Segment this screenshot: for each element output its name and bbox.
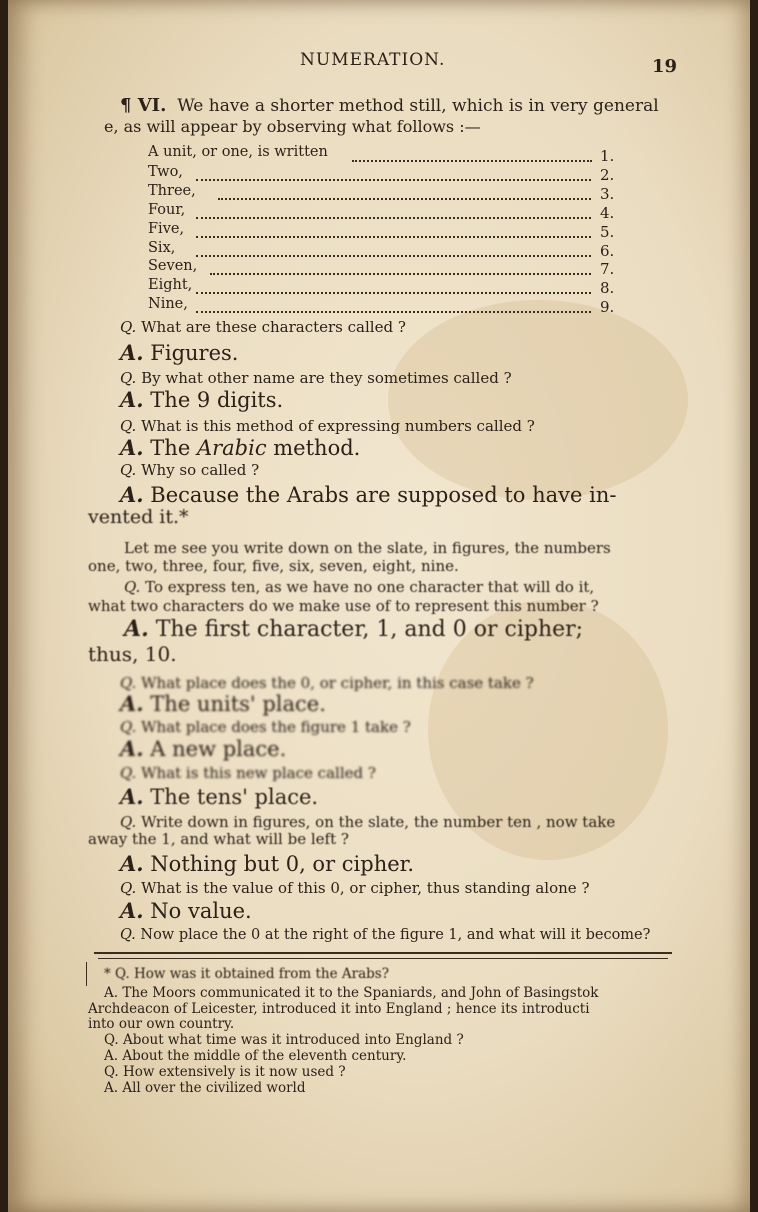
question: Q. What place does the 0, or cipher, in this case take ? (120, 674, 534, 692)
question: Q. By what other name are they sometimes called ? (120, 369, 512, 387)
footnote-rule (94, 952, 672, 954)
paragraph-line: Let me see you write down on the slate, in figures, the numbers (124, 539, 611, 557)
number-digit: 5. (600, 223, 615, 241)
number-digit: 7. (600, 260, 615, 278)
question: Q. Write down in figures, on the slate, the number ten , now take (120, 813, 616, 831)
emphasis-arabic: Arabic (196, 436, 267, 460)
number-name: Eight, (148, 277, 193, 293)
dot-leader (218, 196, 591, 200)
footnote-answer: into our own country. (88, 1016, 235, 1032)
question: Q. What place does the figure 1 take ? (120, 718, 411, 736)
answer: A. Figures. (120, 340, 239, 365)
book-page (8, 0, 750, 1212)
intro-text-1: We have a shorter method still, which is in very general (177, 96, 659, 116)
footnote-answer: A. About the middle of the eleventh century. (104, 1048, 407, 1064)
footnote-question: Q. About what time was it introduced into England ? (104, 1032, 464, 1048)
answer: A. Because the Arabs are supposed to have in- (120, 482, 617, 507)
number-name: Nine, (148, 296, 188, 312)
page-number: 19 (652, 56, 678, 77)
question-continuation: away the 1, and what will be left ? (88, 830, 349, 848)
number-name: A unit, or one, is written (148, 144, 328, 160)
answer-continuation: vented it.* (88, 506, 189, 528)
question: Q. Now place the 0 at the right of the figure 1, and what will it become? (120, 927, 651, 943)
margin-mark (86, 962, 87, 986)
number-name: Seven, (148, 258, 198, 274)
dot-leader (352, 158, 592, 162)
number-digit: 9. (600, 298, 615, 316)
answer: A. No value. (120, 898, 252, 923)
dot-leader (196, 253, 591, 257)
answer: A. The first character, 1, and 0 or cipher; (124, 616, 584, 642)
footnote-question: * Q. How was it obtained from the Arabs? (104, 966, 389, 982)
question: Q. What is this method of expressing numbers called ? (120, 417, 535, 435)
number-digit: 6. (600, 242, 615, 260)
dot-leader (210, 271, 591, 275)
question-continuation: what two characters do we make use of to represent this number ? (88, 597, 599, 615)
number-digit: 2. (600, 166, 615, 184)
dot-leader (196, 215, 591, 219)
dot-leader (196, 290, 591, 294)
paragraph-line: one, two, three, four, five, six, seven, eight, nine. (88, 557, 459, 575)
number-digit: 4. (600, 204, 615, 222)
question: Q. What is this new place called ? (120, 764, 376, 782)
footnote-answer: A. All over the civilized world (104, 1080, 306, 1096)
footnote-answer: Archdeacon of Leicester, introduced it into England ; hence its introducti (88, 1001, 590, 1017)
section-intro-line-1 (120, 97, 659, 115)
number-name: Five, (148, 221, 185, 237)
footnote-rule-thin (98, 958, 668, 959)
footnote-question: Q. How extensively is it now used ? (104, 1064, 346, 1080)
answer: A. The tens' place. (120, 784, 319, 809)
question: Q. Why so called ? (120, 461, 260, 479)
answer: A. The units' place. (120, 691, 326, 716)
question: Q. What is the value of this 0, or cipher, thus standing alone ? (120, 879, 590, 897)
number-name: Six, (148, 240, 176, 256)
question: Q. To express ten, as we have no one character that will do it, (124, 578, 595, 596)
answer: A. Nothing but 0, or cipher. (120, 851, 415, 876)
dot-leader (196, 177, 591, 181)
paper-stain (388, 300, 688, 500)
number-name: Two, (148, 164, 183, 180)
number-name: Four, (148, 202, 186, 218)
answer: A. The Arabic method. (120, 435, 361, 460)
section-mark: ¶ VI. (120, 95, 167, 116)
answer: A. A new place. (120, 736, 287, 761)
page-header-title: NUMERATION. (300, 50, 446, 70)
question: Q. What are these characters called ? (120, 318, 406, 336)
dot-leader (196, 234, 591, 238)
section-intro-line-2: e, as will appear by observing what follows :— (104, 117, 481, 136)
number-digit: 1. (600, 147, 615, 165)
number-digit: 3. (600, 185, 615, 203)
footnote-answer: A. The Moors communicated it to the Spaniards, and John of Basingstok (104, 985, 599, 1001)
answer: A. The 9 digits. (120, 387, 284, 412)
number-digit: 8. (600, 279, 615, 297)
number-name: Three, (148, 183, 196, 199)
dot-leader (196, 309, 591, 313)
answer-continuation: thus, 10. (88, 642, 177, 666)
